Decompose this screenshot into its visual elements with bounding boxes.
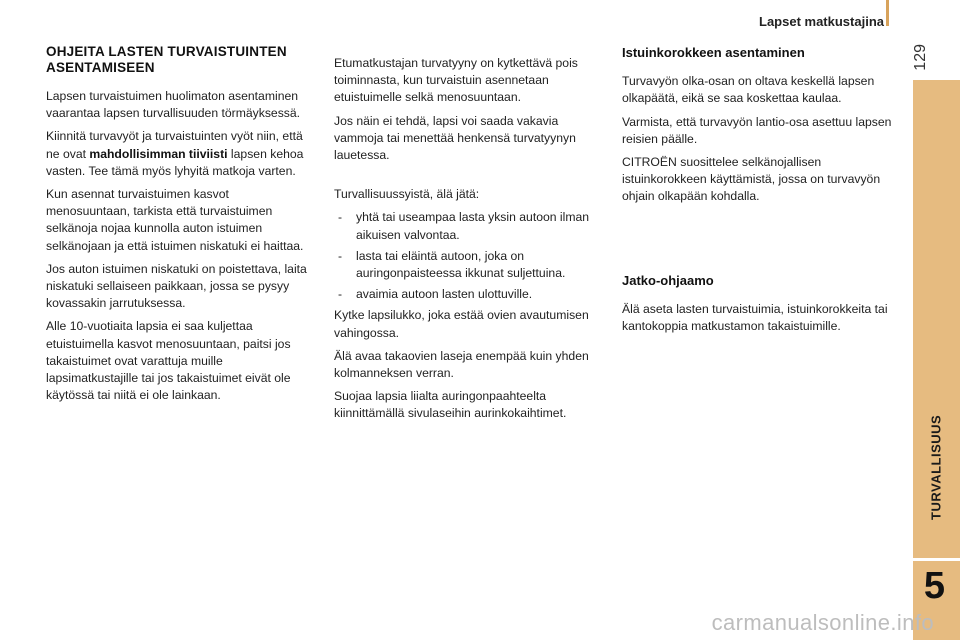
side-tab	[913, 80, 960, 640]
paragraph: Älä avaa takaovien laseja enempää kuin yhden kolmanneksen verran.	[334, 348, 589, 381]
paragraph-belts	[46, 128, 316, 180]
column-2	[334, 55, 606, 429]
dash-list	[334, 209, 606, 303]
subheading: Jatko-ohjaamo	[622, 272, 714, 288]
paragraph: Jos auton istuimen niskatuki on poistettava, laita niskatuki sellaiseen paikkaan, jossa se pysyy kovassakin jarrutuksessa.	[46, 261, 307, 311]
list-item: - yhtä tai useampaa lasta yksin autoon ilman aikuisen valvontaa.	[334, 209, 606, 243]
chapter-number: 5	[923, 565, 946, 607]
paragraph: Etumatkustajan turvatyyny on kytkettävä pois toiminnasta, kun turvaistuin asennetaan etuistuimelle selkä menosuuntaan.	[334, 56, 578, 105]
watermark: carmanualsonline.info	[711, 610, 934, 635]
spacer	[622, 212, 892, 272]
text: lapsen kehoa vasten. Tee tämä myös lyhyitä matkoja varten.	[46, 146, 304, 178]
section-heading: OHJEITA LASTEN TURVAISTUINTEN ASENTAMISEEN	[46, 44, 287, 75]
paragraph: Varmista, että turvavyön lantio-osa asettuu lapsen reisien päälle.	[622, 114, 892, 146]
list-item: - lasta tai eläintä autoon, joka on auringonpaisteessa ikkunat suljettuina.	[334, 248, 606, 282]
column-1	[46, 44, 316, 410]
paragraph: Jos näin ei tehdä, lapsi voi saada vakavia vammoja tai menettää henkensä turvatyynyn lauetessa.	[334, 113, 576, 163]
paragraph: Älä aseta lasten turvaistuimia, istuinkorokkeita tai kantokoppia matkustamon takaistuimille.	[622, 301, 888, 334]
paragraph: Alle 10-vuotiaita lapsia ei saa kuljettaa etuistuimella kasvot menosuuntaan, paitsi jos takaistuimet ovat varattuja muille lapsimatkustajille tai jos takaistuimet eivät ole käytössä tai niitä ei ole lainkaan.	[46, 319, 291, 403]
list-item: - avaimia autoon lasten ulottuville.	[334, 286, 606, 303]
paragraph: Kun asennat turvaistuimen kasvot menosuuntaan, tarkista että turvaistuimen selkänoja nojaa kunnolla auton istuimen selkänojaan ja että istuimen niskatuki ei haittaa.	[46, 187, 304, 253]
page-number: 129	[912, 44, 929, 71]
subheading: Istuinkorokkeen asentaminen	[622, 45, 805, 60]
column-3	[622, 44, 892, 341]
side-tab-label: TURVALLISUUS	[928, 414, 944, 521]
header-rule	[886, 0, 889, 26]
chapter-title: Lapset matkustajina	[759, 14, 884, 29]
spacer	[334, 170, 606, 186]
emphasis: mahdollisimman tiiviisti	[89, 146, 228, 161]
paragraph: Kytke lapsilukko, joka estää ovien avautumisen vahingossa.	[334, 308, 589, 340]
text: Kiinnitä turvavyöt ja turvaistuinten vyöt niin, että ne ovat	[46, 129, 303, 161]
paragraph: Turvallisuussyistä, älä jätä:	[334, 187, 480, 202]
paragraph: CITROËN suosittelee selkänojallisen istuinkorokkeen käyttämistä, jossa on turvavyön ohjain olkapään kohdalla.	[622, 155, 881, 204]
paragraph: Suojaa lapsia liialta auringonpaahteelta kiinnittämällä sivulaseihin aurinkokaihtimet.	[334, 389, 567, 421]
paragraph: Turvavyön olka-osan on oltava keskellä lapsen olkapäätä, eikä se saa koskettaa kaulaa.	[622, 74, 875, 106]
paragraph: Lapsen turvaistuimen huolimaton asentaminen vaarantaa lapsen turvallisuuden törmäyksessä.	[46, 89, 301, 121]
